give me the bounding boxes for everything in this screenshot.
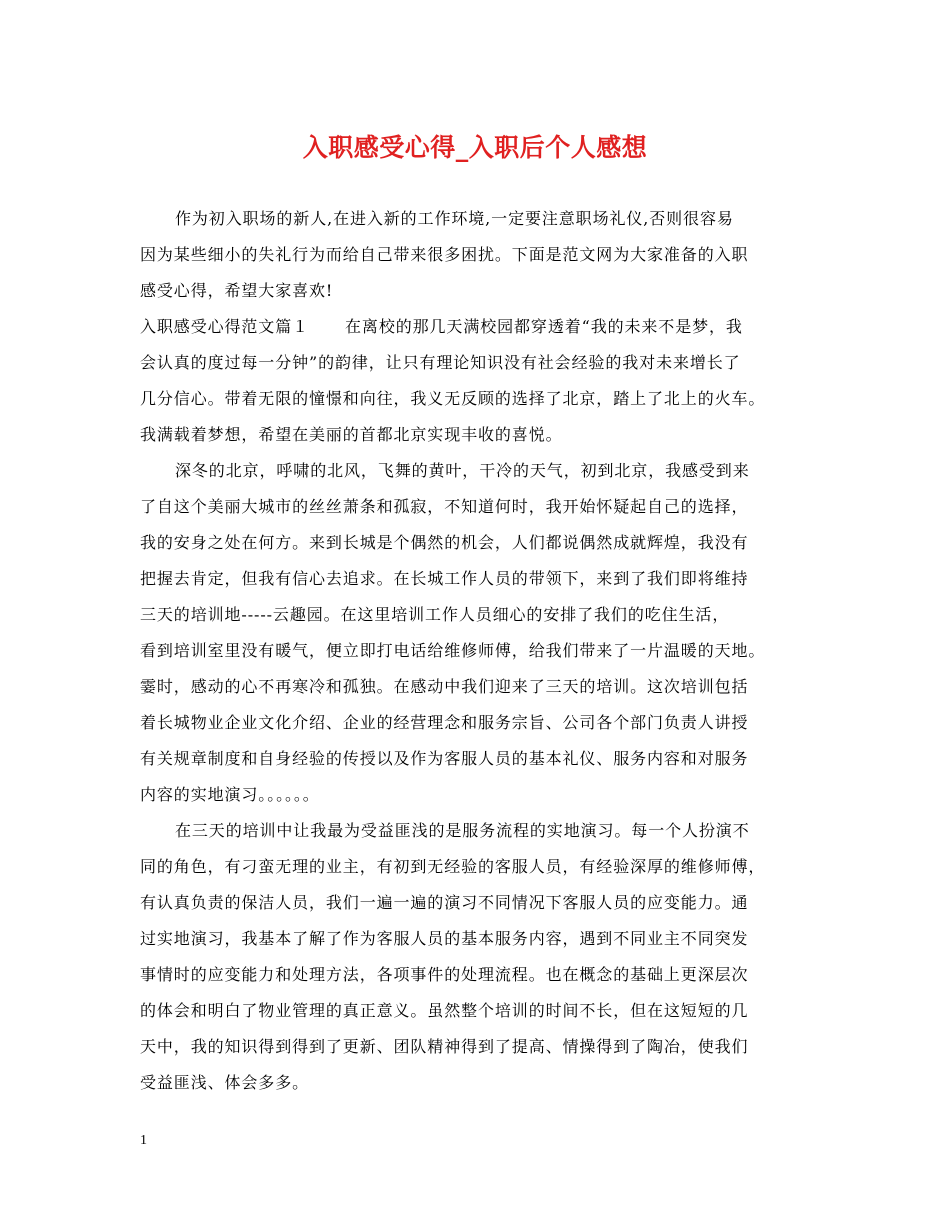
section-heading: 入职感受心得范文篇１ [140,317,310,336]
intro-line-1: 作为初入职场的新人,在进入新的工作环境,一定要注意职场礼仪,否则很容易 [175,209,734,228]
paragraph2-line-8: 着长城物业企业文化介绍、企业的经营理念和服务宗旨、公司各个部门负责人讲授 [140,713,749,732]
paragraph3-line-5: 事情时的应变能力和处理方法，各项事件的处理流程。也在概念的基础上更深层次 [140,965,749,984]
paragraph2-line-6: 看到培训室里没有暖气，便立即打电话给维修师傅，给我们带来了一片温暖的天地。 [140,641,766,660]
paragraph1-line-1: 会认真的度过每一分钟”的韵律，让只有理论知识没有社会经验的我对未来增长了 [140,353,741,372]
paragraph2-line-4: 把握去肯定，但我有信心去追求。在长城工作人员的带领下，来到了我们即将维持 [140,569,749,588]
intro-line-2: 因为某些细小的失礼行为而给自己带来很多困扰。下面是范文网为大家准备的入职 [140,245,749,264]
paragraph3-line-3: 有认真负责的保洁人员，我们一遍一遍的演习不同情况下客服人员的应变能力。通 [140,893,749,912]
paragraph2-line-3: 我的安身之处在何方。来到长城是个偶然的机会，人们都说偶然成就辉煌，我没有 [140,533,749,552]
paragraph1-line-2: 几分信心。带着无限的憧憬和向往，我义无反顾的选择了北京，踏上了北上的火车。 [140,389,766,408]
paragraph2-line-7: 霎时，感动的心不再寒冷和孤独。在感动中我们迎来了三天的培训。这次培训包括 [140,677,749,696]
paragraph3-line-1: 在三天的培训中让我最为受益匪浅的是服务流程的实地演习。每一个人扮演不 [175,821,750,840]
page-title: 入职感受心得_入职后个人感想 [302,133,648,162]
paragraph3-line-4: 过实地演习，我基本了解了作为客服人员的基本服务内容，遇到不同业主不同突发 [140,929,749,948]
paragraph1-line-3: 我满载着梦想，希望在美丽的首都北京实现丰收的喜悦。 [140,425,563,444]
paragraph3-line-2: 同的角色，有刁蛮无理的业主，有初到无经验的客服人员，有经验深厚的维修师傅， [140,857,766,876]
section-first-line: 在离校的那几天满校园都穿透着“我的未来不是梦，我 [345,317,743,336]
page-number: 1 [140,1133,147,1148]
paragraph2-line-5: 三天的培训地-----云趣园。在这里培训工作人员细心的安排了我们的吃住生活， [140,605,730,624]
paragraph2-line-1: 深冬的北京，呼啸的北风，飞舞的黄叶，干冷的天气，初到北京，我感受到来 [175,461,750,480]
paragraph3-line-6: 的体会和明白了物业管理的真正意义。虽然整个培训的时间不长，但在这短短的几 [140,1001,749,1020]
paragraph3-line-7: 天中，我的知识得到得到了更新、团队精神得到了提高、情操得到了陶冶，使我们 [140,1037,749,1056]
paragraph2-line-10: 内容的实地演习。。。。。。 [140,785,320,804]
paragraph2-line-2: 了自这个美丽大城市的丝丝萧条和孤寂，不知道何时，我开始怀疑起自己的选择， [140,497,749,516]
paragraph2-line-9: 有关规章制度和自身经验的传授以及作为客服人员的基本礼仪、服务内容和对服务 [140,749,749,768]
section-heading-line [140,315,743,339]
intro-line-3: 感受心得，希望大家喜欢! [140,281,334,300]
paragraph3-line-8: 受益匪浅、体会多多。 [140,1073,310,1092]
